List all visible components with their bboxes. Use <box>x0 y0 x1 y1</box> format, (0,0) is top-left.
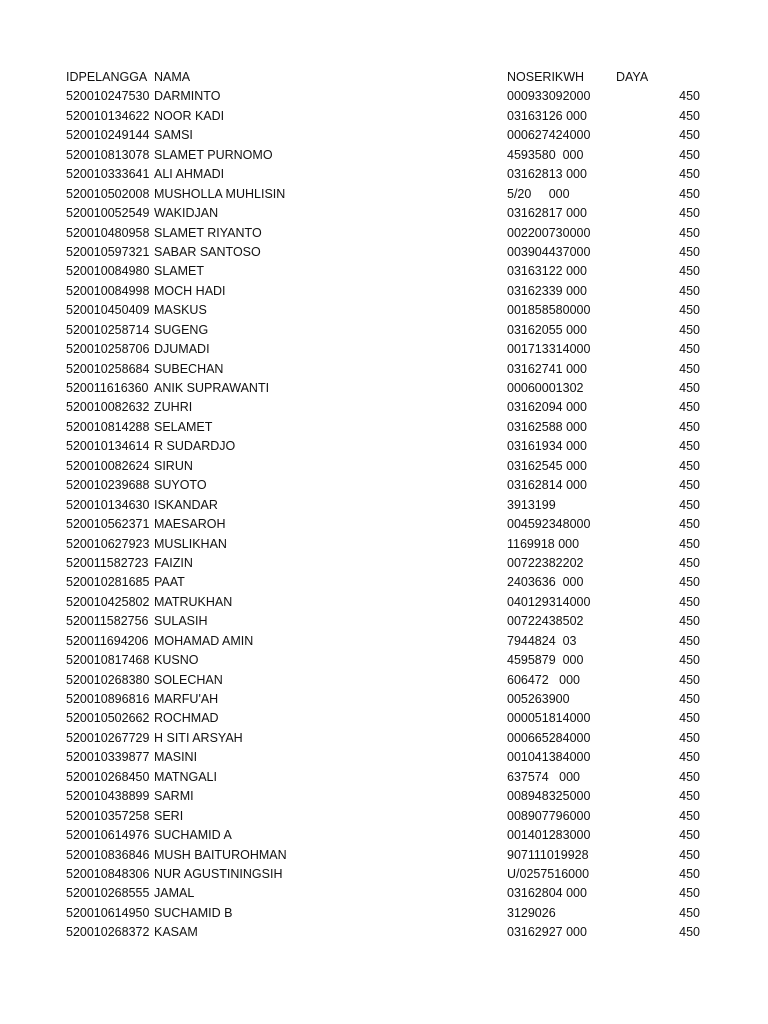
cell-name: KUSNO <box>154 653 199 668</box>
cell-daya: 450 <box>679 342 700 357</box>
cell-serial: 002200730000 <box>507 225 591 240</box>
cell-daya: 450 <box>679 147 700 162</box>
table-row <box>66 437 706 456</box>
table-row <box>66 165 706 184</box>
cell-daya: 450 <box>679 89 700 104</box>
table-row <box>66 398 706 417</box>
cell-name: NUR AGUSTININGSIH <box>154 866 283 881</box>
table-row <box>66 457 706 476</box>
cell-name: MUSHOLLA MUHLISIN <box>154 186 286 201</box>
cell-daya: 450 <box>679 361 700 376</box>
cell-name: KASAM <box>154 925 198 940</box>
cell-daya: 450 <box>679 594 700 609</box>
cell-id: 520010438899 <box>66 789 150 804</box>
cell-name: WAKIDJAN <box>154 206 219 221</box>
cell-daya: 450 <box>679 925 700 940</box>
cell-serial: 00722438502 <box>507 614 584 629</box>
cell-name: DJUMADI <box>154 342 210 357</box>
cell-daya: 450 <box>679 672 700 687</box>
cell-name: ISKANDAR <box>154 497 218 512</box>
cell-daya: 450 <box>679 808 700 823</box>
cell-id: 520010267729 <box>66 730 150 745</box>
cell-id: 520010627923 <box>66 536 150 551</box>
cell-serial: 3129026 <box>507 905 556 920</box>
cell-id: 520010333641 <box>66 167 150 182</box>
cell-serial: 03162741 000 <box>507 361 587 376</box>
cell-id: 520011582756 <box>66 614 149 629</box>
cell-name: SIRUN <box>154 458 193 473</box>
cell-id: 520010848306 <box>66 866 150 881</box>
cell-daya: 450 <box>679 264 700 279</box>
cell-id: 520010052549 <box>66 206 150 221</box>
table-row <box>66 651 706 670</box>
cell-id: 520010450409 <box>66 303 150 318</box>
cell-daya: 450 <box>679 730 700 745</box>
cell-name: H SITI ARSYAH <box>154 730 243 745</box>
cell-serial: 001401283000 <box>507 828 591 843</box>
cell-id: 520010247530 <box>66 89 150 104</box>
table-row <box>66 204 706 223</box>
cell-serial: 03162814 000 <box>507 478 587 493</box>
cell-id: 520010480958 <box>66 225 150 240</box>
cell-daya: 450 <box>679 322 700 337</box>
cell-name: FAIZIN <box>154 555 193 570</box>
table-row <box>66 87 706 106</box>
table-row <box>66 379 706 398</box>
cell-name: SLAMET <box>154 264 205 279</box>
cell-id: 520010614950 <box>66 905 150 920</box>
cell-id: 520010814288 <box>66 419 150 434</box>
cell-name: R SUDARDJO <box>154 439 236 454</box>
cell-serial: 03161934 000 <box>507 439 587 454</box>
cell-name: SUCHAMID A <box>154 828 232 843</box>
cell-serial: 03163126 000 <box>507 108 587 123</box>
table-row <box>66 923 706 942</box>
cell-serial: 000933092000 <box>507 89 591 104</box>
cell-name: SUCHAMID B <box>154 905 233 920</box>
cell-daya: 450 <box>679 458 700 473</box>
cell-serial: 008948325000 <box>507 789 591 804</box>
cell-serial: 1169918 000 <box>507 536 580 551</box>
table-row <box>66 340 706 359</box>
table-row <box>66 690 706 709</box>
table-row <box>66 846 706 865</box>
cell-serial: U/0257516000 <box>507 866 590 881</box>
cell-id: 520010258684 <box>66 361 150 376</box>
cell-name: JAMAL <box>154 886 195 901</box>
table-row <box>66 185 706 204</box>
cell-id: 520011616360 <box>66 381 149 395</box>
cell-name: SUGENG <box>154 322 209 337</box>
cell-serial: 00060001302 <box>507 381 584 395</box>
table-row <box>66 224 706 243</box>
cell-serial: 03162927 000 <box>507 925 587 940</box>
cell-serial: 03162817 000 <box>507 206 587 221</box>
cell-serial: 03162339 000 <box>507 283 587 298</box>
cell-id: 520010249144 <box>66 128 150 143</box>
table-row <box>66 632 706 651</box>
cell-serial: 001041384000 <box>507 750 591 765</box>
cell-serial: 03162588 000 <box>507 419 587 434</box>
cell-name: MUSLIKHAN <box>154 536 227 551</box>
table-row <box>66 612 706 631</box>
cell-id: 520010082624 <box>66 458 150 473</box>
table-row <box>66 671 706 690</box>
table-row <box>66 535 706 554</box>
cell-name: MAESAROH <box>154 517 226 532</box>
cell-name: SLAMET PURNOMO <box>154 147 273 162</box>
table-row <box>66 729 706 748</box>
cell-id: 520010281685 <box>66 575 150 590</box>
table-row <box>66 593 706 612</box>
table-row <box>66 107 706 126</box>
cell-serial: 03162094 000 <box>507 400 587 415</box>
table-row <box>66 787 706 806</box>
cell-daya: 450 <box>679 866 700 881</box>
cell-daya: 450 <box>679 789 700 804</box>
cell-daya: 450 <box>679 381 700 395</box>
cell-name: ALI AHMADI <box>154 167 225 182</box>
cell-daya: 450 <box>679 555 700 570</box>
cell-daya: 450 <box>679 828 700 843</box>
cell-id: 520010817468 <box>66 653 150 668</box>
cell-id: 520011582723 <box>66 555 149 570</box>
table-row <box>66 768 706 787</box>
cell-name: MASKUS <box>154 303 207 318</box>
cell-id: 520010082632 <box>66 400 150 415</box>
cell-name: SERI <box>154 808 184 823</box>
cell-daya: 450 <box>679 536 700 551</box>
cell-name: SLAMET RIYANTO <box>154 225 262 240</box>
cell-serial: 001713314000 <box>507 342 591 357</box>
cell-name: MATRUKHAN <box>154 594 233 609</box>
header-nama: NAMA <box>154 70 191 84</box>
cell-serial: 03162055 000 <box>507 322 587 337</box>
cell-id: 520010084980 <box>66 264 150 279</box>
cell-daya: 450 <box>679 614 700 629</box>
table-row <box>66 884 706 903</box>
table-row <box>66 807 706 826</box>
table-row <box>66 496 706 515</box>
cell-serial: 000665284000 <box>507 730 591 745</box>
table-row <box>66 360 706 379</box>
cell-serial: 00722382202 <box>507 555 584 570</box>
cell-serial: 03163122 000 <box>507 264 587 279</box>
table-row <box>66 904 706 923</box>
cell-serial: 03162545 000 <box>507 458 587 473</box>
cell-daya: 450 <box>679 108 700 123</box>
cell-serial: 03162813 000 <box>507 167 587 182</box>
cell-name: SUBECHAN <box>154 361 224 376</box>
cell-daya: 450 <box>679 128 700 143</box>
table-body <box>66 87 706 942</box>
cell-daya: 450 <box>679 847 700 862</box>
cell-serial: 03162804 000 <box>507 886 587 901</box>
cell-name: MATNGALI <box>154 769 217 784</box>
cell-id: 520010268450 <box>66 769 150 784</box>
cell-name: SABAR SANTOSO <box>154 244 261 259</box>
cell-name: ZUHRI <box>154 400 193 415</box>
cell-id: 520010268372 <box>66 925 150 940</box>
cell-serial: 000051814000 <box>507 711 591 726</box>
cell-serial: 2403636 000 <box>507 575 584 590</box>
cell-name: DARMINTO <box>154 89 221 104</box>
cell-name: SOLECHAN <box>154 672 223 687</box>
cell-id: 520010836846 <box>66 847 150 862</box>
cell-name: SULASIH <box>154 614 208 629</box>
header-idpelanggan: IDPELANGGA <box>66 70 148 84</box>
cell-serial: 040129314000 <box>507 594 591 609</box>
cell-name: MASINI <box>154 750 198 765</box>
cell-name: ANIK SUPRAWANTI <box>154 381 270 395</box>
table-row <box>66 709 706 728</box>
cell-id: 520010614976 <box>66 828 150 843</box>
cell-name: MUSH BAITUROHMAN <box>154 847 287 862</box>
cell-id: 520010239688 <box>66 478 150 493</box>
cell-id: 520010357258 <box>66 808 150 823</box>
cell-daya: 450 <box>679 167 700 182</box>
cell-id: 520010502662 <box>66 711 150 726</box>
cell-daya: 450 <box>679 575 700 590</box>
cell-id: 520010134630 <box>66 497 150 512</box>
cell-name: SAMSI <box>154 128 193 143</box>
cell-daya: 450 <box>679 711 700 726</box>
cell-daya: 450 <box>679 244 700 259</box>
header-daya: DAYA <box>616 70 649 84</box>
cell-name: MARFU'AH <box>154 692 219 706</box>
cell-daya: 450 <box>679 750 700 765</box>
cell-serial: 4593580 000 <box>507 147 584 162</box>
table-row <box>66 418 706 437</box>
cell-id: 520010425802 <box>66 594 150 609</box>
cell-serial: 907111019928 <box>507 847 589 862</box>
table-row <box>66 301 706 320</box>
cell-daya: 450 <box>679 769 700 784</box>
cell-name: ROCHMAD <box>154 711 219 726</box>
table-row <box>66 321 706 340</box>
cell-name: SUYOTO <box>154 478 207 493</box>
cell-daya: 450 <box>679 886 700 901</box>
table-row <box>66 826 706 845</box>
cell-daya: 450 <box>679 206 700 221</box>
cell-daya: 450 <box>679 303 700 318</box>
cell-id: 520010339877 <box>66 750 150 765</box>
cell-serial: 001858580000 <box>507 303 591 318</box>
cell-id: 520010502008 <box>66 186 150 201</box>
cell-daya: 450 <box>679 633 700 648</box>
table-row <box>66 243 706 262</box>
table-row <box>66 262 706 281</box>
cell-name: MOHAMAD AMIN <box>154 633 254 648</box>
cell-id: 520011694206 <box>66 633 149 648</box>
table-row <box>66 748 706 767</box>
cell-id: 520010258706 <box>66 342 150 357</box>
cell-id: 520010597321 <box>66 244 150 259</box>
cell-name: NOOR KADI <box>154 108 225 123</box>
cell-daya: 450 <box>679 692 700 706</box>
table-row <box>66 126 706 145</box>
cell-serial: 003904437000 <box>507 244 591 259</box>
cell-daya: 450 <box>679 497 700 512</box>
cell-daya: 450 <box>679 517 700 532</box>
cell-id: 520010562371 <box>66 517 150 532</box>
cell-id: 520010268380 <box>66 672 150 687</box>
table-row <box>66 476 706 495</box>
cell-daya: 450 <box>679 478 700 493</box>
cell-serial: 606472 000 <box>507 672 580 687</box>
cell-serial: 4595879 000 <box>507 653 584 668</box>
cell-name: SELAMET <box>154 419 213 434</box>
cell-id: 520010258714 <box>66 322 150 337</box>
cell-daya: 450 <box>679 905 700 920</box>
cell-serial: 7944824 03 <box>507 633 577 648</box>
cell-daya: 450 <box>679 186 700 201</box>
cell-daya: 450 <box>679 439 700 454</box>
cell-serial: 005263900 <box>507 692 570 706</box>
cell-daya: 450 <box>679 419 700 434</box>
cell-id: 520010813078 <box>66 147 150 162</box>
header-noserikwh: NOSERIKWH <box>507 70 585 84</box>
cell-id: 520010896816 <box>66 692 150 706</box>
table-row <box>66 515 706 534</box>
cell-name: PAAT <box>154 575 185 590</box>
cell-id: 520010134614 <box>66 439 150 454</box>
cell-id: 520010268555 <box>66 886 150 901</box>
cell-id: 520010084998 <box>66 283 150 298</box>
cell-serial: 637574 000 <box>507 769 580 784</box>
cell-daya: 450 <box>679 653 700 668</box>
cell-id: 520010134622 <box>66 108 150 123</box>
table-row <box>66 146 706 165</box>
cell-daya: 450 <box>679 283 700 298</box>
cell-name: SARMI <box>154 789 194 804</box>
cell-serial: 004592348000 <box>507 517 591 532</box>
table-row <box>66 573 706 592</box>
cell-serial: 008907796000 <box>507 808 591 823</box>
table-row <box>66 282 706 301</box>
customer-table <box>66 68 706 943</box>
table-row <box>66 554 706 573</box>
cell-daya: 450 <box>679 225 700 240</box>
cell-name: MOCH HADI <box>154 283 226 298</box>
cell-serial: 3913199 <box>507 497 556 512</box>
table-row <box>66 865 706 884</box>
cell-serial: 000627424000 <box>507 128 591 143</box>
cell-daya: 450 <box>679 400 700 415</box>
table-header-row <box>66 68 706 87</box>
cell-serial: 5/20 000 <box>507 186 570 201</box>
